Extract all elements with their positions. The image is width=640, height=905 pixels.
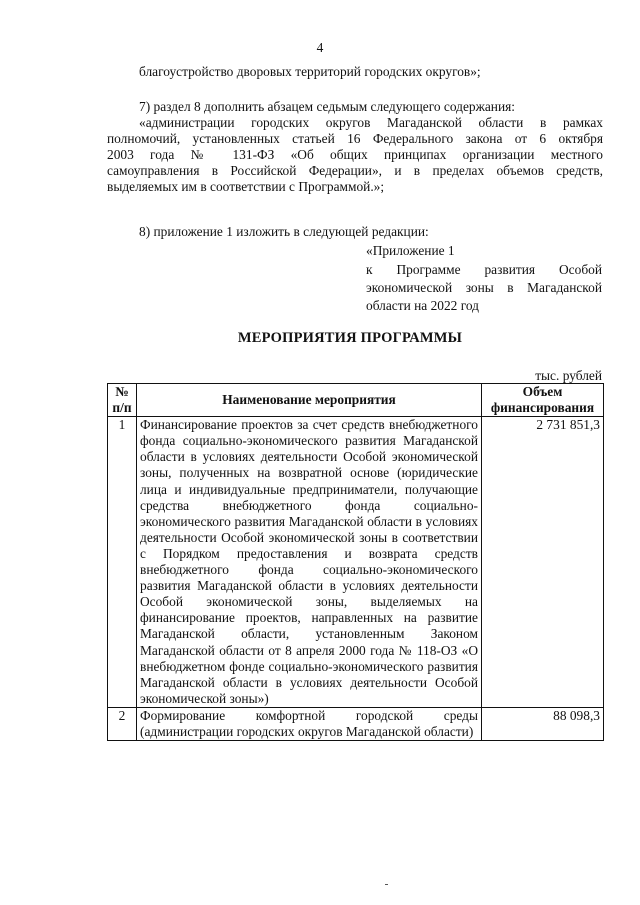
- header-name: Наименование мероприятия: [137, 384, 482, 417]
- page-number: 4: [316, 40, 324, 55]
- appendix-last-line: области на 2022 год: [366, 298, 479, 313]
- header-amount: [482, 384, 604, 417]
- item-7-quote-last-line: выделяемых им в соответствии с Программой.»;: [107, 179, 385, 194]
- header-number-line: №: [115, 384, 129, 399]
- table-row: [108, 417, 604, 708]
- item-7-quote-line: «администрации городских округов Магаданской области в рамках: [139, 115, 603, 130]
- header-number-line: п/п: [112, 400, 132, 416]
- program-table: [107, 383, 604, 741]
- appendix-line: к Программе развития Особой: [366, 262, 602, 277]
- row-name: Финансирование проектов за счет средств внебюджетного фонда социально-экономического развития Магаданской области в условиях деятельности Особой экономической зоны, полученных на возвратной основе (юридические лица и индивидуальные предприниматели, получающие средства внебюджетного фонда социально-экономического развития Магаданской области в условиях деятельности Особой экономической зоны в соответствии с Порядком предоставления и возврата средств внебюджетного фонда социально-экономического развития Магаданской области в условиях деятельности Особой экономической зоны, выделяемых на финансирование проектов, направленных на развитие Магаданской области, установленным Законом Магаданской области от 8 апреля 2000 года № 118-ОЗ «О внебюджетном фонде социально-экономического развития Магаданской области в условиях деятельности Особой экономической зоны»): [137, 417, 482, 708]
- table-row: [108, 707, 604, 740]
- table-header-row: [108, 384, 604, 417]
- item-7-quote-line: самоуправления в Российской Федерации», и в пределах объемов средств,: [107, 163, 603, 178]
- item-7-quote-line: 2003 года № 131-ФЗ «Об общих принципах организации местного: [107, 147, 603, 162]
- item-7-intro: 7) раздел 8 дополнить абзацем седьмым следующего содержания:: [139, 99, 516, 114]
- row-number: 1: [108, 417, 137, 708]
- row-amount: 2 731 851,3: [482, 417, 604, 708]
- header-amount-line: финансирования: [490, 400, 595, 416]
- row-number: 2: [108, 707, 137, 740]
- units-label: тыс. рублей: [535, 368, 602, 383]
- program-heading: МЕРОПРИЯТИЯ ПРОГРАММЫ: [237, 330, 463, 346]
- header-number: [108, 384, 137, 417]
- item-7-quote-line: полномочий, установленных статьей 16 Федерального закона от 6 октября: [107, 131, 603, 146]
- header-amount-line: Объем: [522, 384, 563, 399]
- paragraph-continuation: благоустройство дворовых территорий городских округов»;: [139, 64, 481, 79]
- row-name: Формирование комфортной городской среды (администрации городских округов Магаданской области): [137, 707, 482, 740]
- item-8-intro: 8) приложение 1 изложить в следующей редакции:: [139, 224, 429, 239]
- row-amount: 88 098,3: [482, 707, 604, 740]
- footer-mark: [385, 884, 388, 885]
- appendix-title: «Приложение 1: [366, 243, 455, 258]
- appendix-line: экономической зоны в Магаданской: [366, 280, 602, 295]
